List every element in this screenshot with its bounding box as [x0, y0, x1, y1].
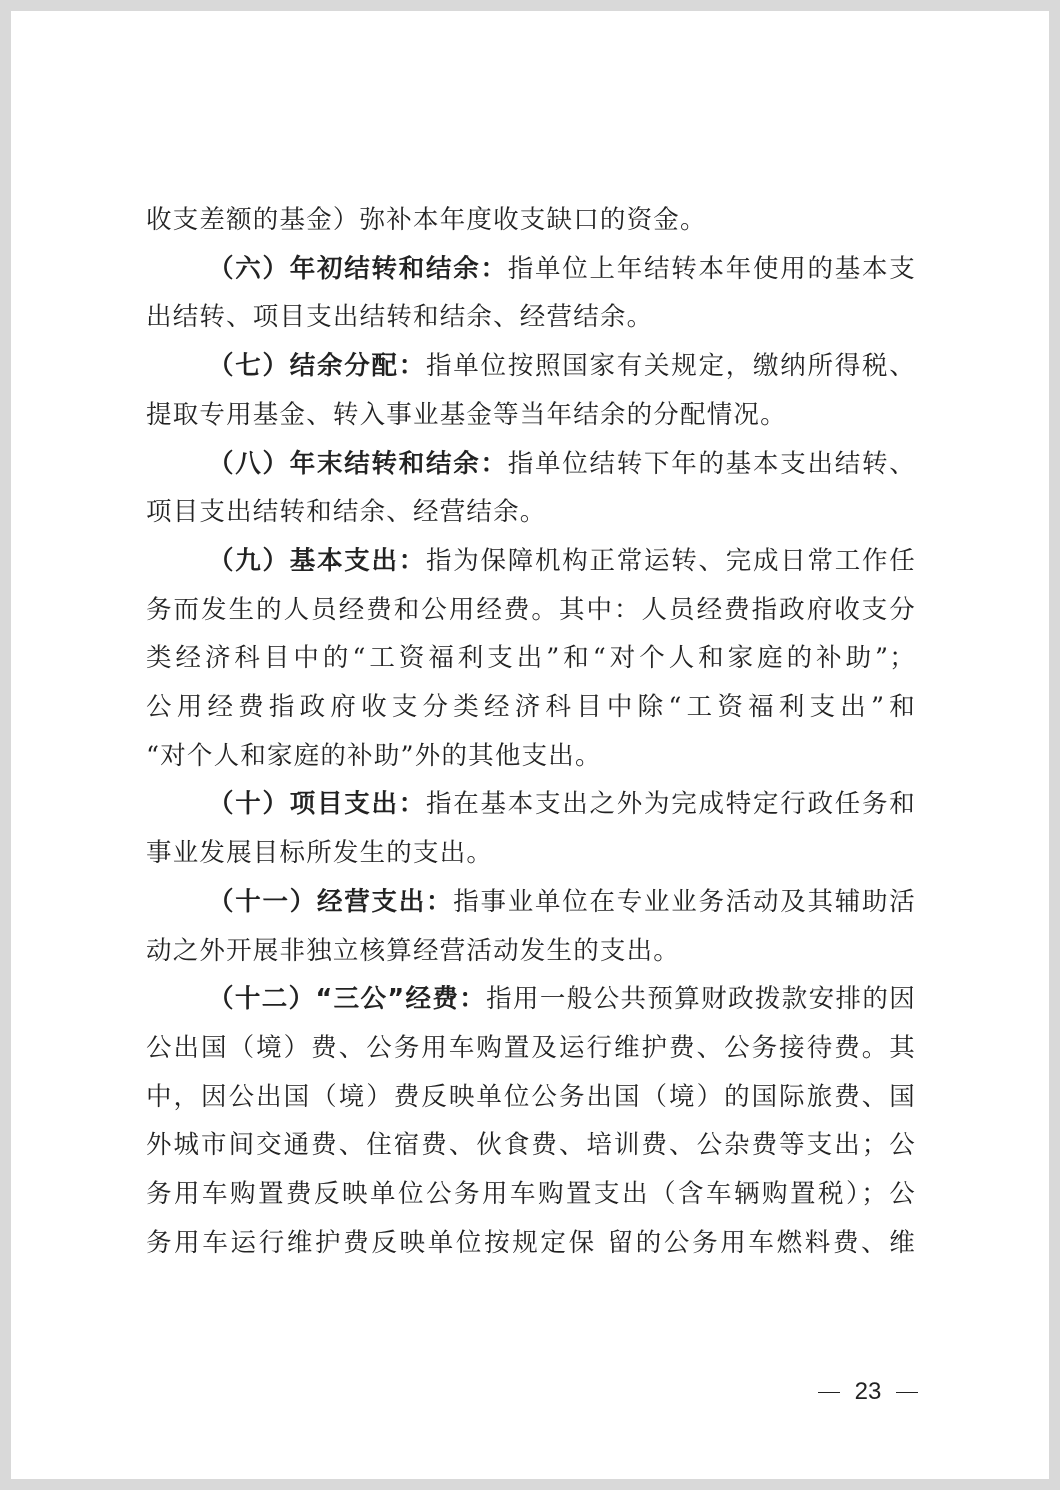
text-line: 事业发展目标所发生的支出。	[146, 838, 494, 869]
paragraph-item-7	[146, 342, 916, 439]
text-line: 公出国（境）费、公务用车购置及运行维护费、公务接待费。其	[146, 1032, 916, 1063]
definition-text: 指单位上年结转本年使用的基本支	[507, 253, 916, 284]
definition-text: 指在基本支出之外为完成特定行政任务和	[426, 789, 916, 820]
text-line: “对个人和家庭的补助”外的其他支出。	[146, 740, 602, 771]
definition-text: 指事业单位在专业业务活动及其辅助活	[453, 886, 916, 917]
text-line	[146, 537, 916, 586]
text-line: 公用经费指政府收支分类经济科目中除“工资福利支出”和	[146, 692, 916, 723]
text-line: 动之外开展非独立核算经营活动发生的支出。	[146, 935, 681, 966]
text-line	[146, 780, 916, 829]
text-line	[146, 975, 916, 1024]
definition-text: 指单位按照国家有关规定，缴纳所得税、	[426, 351, 916, 382]
text-line: 收支差额的基金）弥补本年度收支缺口的资金。	[146, 205, 707, 235]
definition-text: 指单位结转下年的基本支出结转、	[507, 448, 916, 479]
text-line: 外城市间交通费、住宿费、伙食费、培训费、公杂费等支出；公	[146, 1130, 916, 1161]
text-line: 务用车运行维护费反映单位按规定保 留的公务用车燃料费、维	[146, 1227, 916, 1258]
footer-dash-right	[896, 1392, 918, 1393]
text-line	[146, 342, 916, 391]
text-line: 务而发生的人员经费和公用经费。其中：人员经费指政府收支分	[146, 594, 916, 625]
term-heading: （十二）“三公”经费：	[208, 984, 487, 1015]
text-line: 提取专用基金、转入事业基金等当年结余的分配情况。	[146, 399, 787, 430]
page-number: 23	[854, 1378, 882, 1405]
text-line: 项目支出结转和结余、经营结余。	[146, 497, 547, 528]
document-body	[146, 196, 916, 1267]
text-line	[146, 878, 916, 927]
term-heading: （十一）经营支出：	[208, 886, 454, 917]
page-footer	[818, 1377, 918, 1407]
paragraph-item-12	[146, 975, 916, 1267]
paragraph-item-9	[146, 537, 916, 781]
paragraph-continuation	[146, 196, 916, 245]
term-heading: （六）年初结转和结余：	[208, 253, 508, 284]
text-line	[146, 245, 916, 294]
text-line	[146, 440, 916, 489]
term-heading: （七）结余分配：	[208, 351, 427, 382]
text-line: 中，因公出国（境）费反映单位公务出国（境）的国际旅费、国	[146, 1081, 916, 1112]
definition-text: 指用一般公共预算财政拨款安排的因	[486, 984, 916, 1015]
paragraph-item-8	[146, 440, 916, 537]
term-heading: （九）基本支出：	[208, 545, 427, 576]
term-heading: （八）年末结转和结余：	[208, 448, 508, 479]
footer-dash-left	[818, 1392, 840, 1393]
text-line: 务用车购置费反映单位公务用车购置支出（含车辆购置税）；公	[146, 1179, 916, 1210]
text-line: 出结转、项目支出结转和结余、经营结余。	[146, 302, 654, 333]
text-line: 类经济科目中的“工资福利支出”和“对个人和家庭的补助”；	[146, 643, 916, 674]
paragraph-item-6	[146, 245, 916, 342]
paragraph-item-11	[146, 878, 916, 975]
paragraph-item-10	[146, 780, 916, 877]
definition-text: 指为保障机构正常运转、完成日常工作任	[426, 545, 916, 576]
term-heading: （十）项目支出：	[208, 789, 427, 820]
